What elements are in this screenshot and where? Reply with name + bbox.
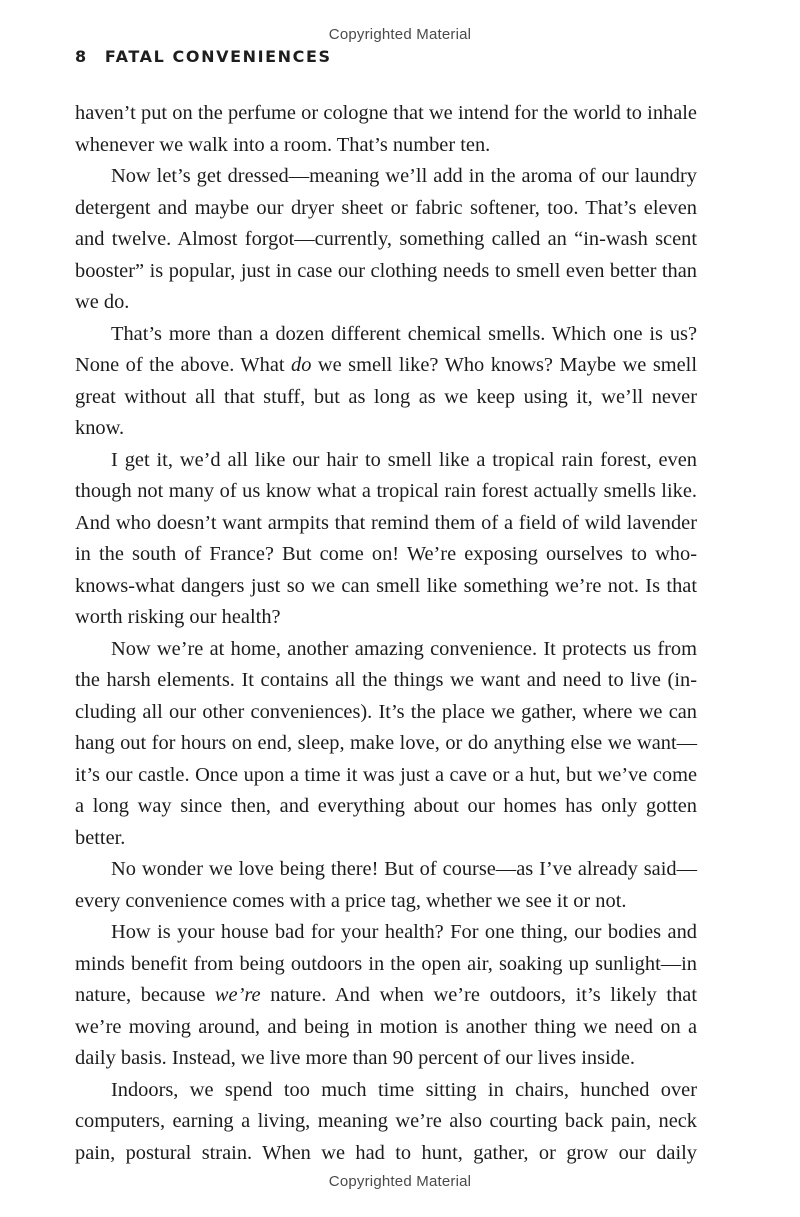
- paragraph: haven’t put on the perfume or cologne that we intend for the world to inhale whenever we walk into a room. That’s number ten.: [75, 102, 697, 156]
- paragraph: No wonder we love being there! But of course—as I’ve already said—every convenience comes with a price tag, whether we see it or not.: [75, 858, 697, 912]
- copyright-watermark-bottom: Copyrighted Material: [328, 1173, 472, 1190]
- paragraph-text: That’s more than a dozen different chemical smells. Which one is us? None of the above. What: [75, 322, 697, 376]
- paragraph: [75, 319, 697, 445]
- paragraph: I get it, we’d all like our hair to smell like a tropical rain forest, even though not many of us know what a tropical rain forest actually smells like. And who doesn’t want armpits that remind them of a field of wild lavender in the south of France? But come on! We’re exposing ourselves to who-knows-what dangers just so we can smell like something we’re not. Is that worth risking our health?: [75, 448, 697, 628]
- copyright-watermark-top: Copyrighted Material: [328, 26, 472, 43]
- chapter-title: FATAL CONVENIENCES: [104, 47, 332, 66]
- page-number: 8: [75, 47, 88, 66]
- paragraph: Indoors, we spend too much time sitting in chairs, hunched over computers, earning a living, meaning we’re also courting back pain, neck pain, postural strain. When we had to hunt, gather, or grow our daily: [75, 1078, 697, 1164]
- body-text: [75, 98, 697, 1169]
- paragraph-text: How is your house bad for your health? For one thing, our bodies and minds benefit from being outdoors in the open air, soaking up sunlight—in nature, because: [75, 921, 697, 1006]
- running-head: [75, 47, 332, 66]
- paragraph-text: nature. And when we’re outdoors, it’s likely that we’re moving around, and being in motion is another thing we need on a daily basis. Instead, we live more than 90 percent of our lives inside.: [75, 984, 697, 1069]
- paragraph: [75, 917, 697, 1075]
- emphasis-text: do: [291, 354, 312, 376]
- emphasis-text: we’re: [214, 984, 261, 1006]
- paragraph: Now let’s get dressed—meaning we’ll add in the aroma of our laundry detergent and maybe our dryer sheet or fabric softener, too. That’s eleven and twelve. Almost forgot—currently, something called an “in-wash scent booster” is popular, just in case our clothing needs to smell even better than we do.: [75, 165, 697, 313]
- paragraph-text: we smell like? Who knows? Maybe we smell great without all that stuff, but as long as we keep using it, we’ll never know.: [75, 354, 698, 439]
- paragraph: Now we’re at home, another amazing convenience. It protects us from the harsh elements. It contains all the things we want and need to live (including all our other conveniences). It’s the place we gather, where we can hang out for hours on end, sleep, make love, or do anything else we want—it’s our castle. Once upon a time it was just a cave or a hut, but we’ve come a long way since then, and everything about our homes has only gotten better.: [75, 637, 697, 849]
